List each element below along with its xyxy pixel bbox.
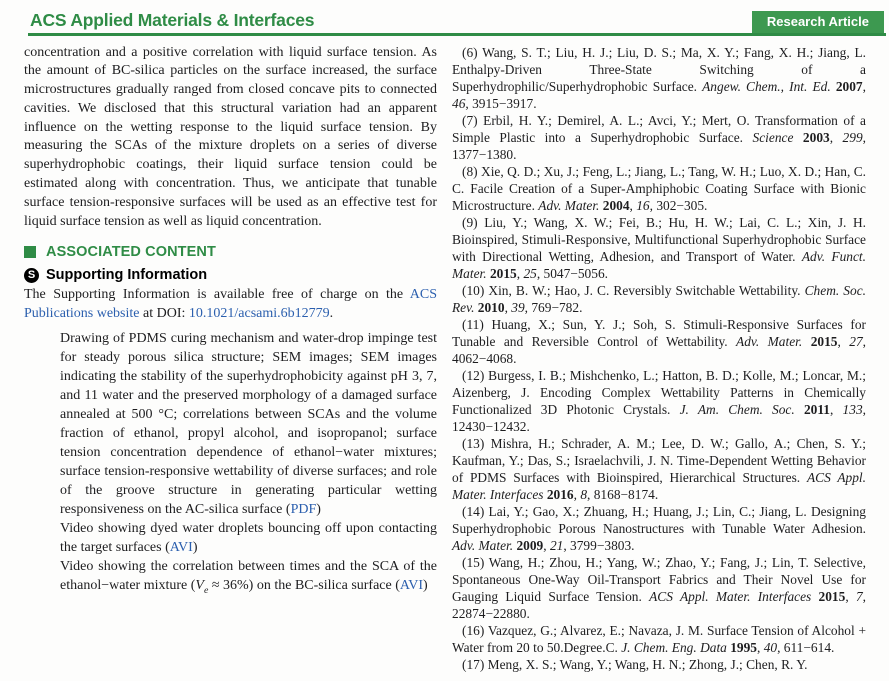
text-segment: 2016	[546, 486, 574, 502]
text-segment: ,	[573, 486, 581, 502]
text-segment: ,	[845, 588, 856, 604]
text-segment: , 302−305.	[649, 197, 708, 213]
text-segment: 2004	[602, 197, 630, 213]
journal-title: ACS Applied Materials & Interfaces	[30, 10, 315, 30]
text-segment: 2015	[489, 265, 517, 281]
text-segment: (9) Liu, Y.; Wang, X. W.; Fei, B.; Hu, H. W.; Lai, C. L.; Xin, J. H. Bioinspired, Stimuli-Responsive, Multifunctional Superhydrophobic Surface with Directional Wetting, Adhesion, and Transport of Water.	[452, 214, 866, 264]
text-segment: ,	[829, 129, 843, 145]
text-segment: Adv. Funct. Mater.	[452, 248, 866, 281]
text-segment: )	[316, 502, 321, 518]
text-segment: Science	[752, 129, 794, 145]
text-segment: 1995	[730, 639, 757, 655]
square-bullet-icon	[24, 246, 36, 258]
text-segment: ,	[504, 299, 512, 315]
text-segment: 2010	[477, 299, 505, 315]
text-segment: (15) Wang, H.; Zhou, H.; Yang, W.; Zhao, Y.; Fang, J.; Lin, T. Selective, Spontaneous One-Way Oil-Transport Fabrics and Their Novel Use for Gauging Liquid Surface Tension.	[452, 554, 866, 604]
reference-item	[452, 656, 866, 673]
text-segment: , 4062−4068.	[452, 333, 866, 366]
avi-link-2[interactable]: AVI	[399, 578, 423, 594]
text-segment: 46	[452, 95, 466, 111]
text-segment: 2007	[835, 78, 863, 94]
text-segment: ACS Appl. Mater. Interfaces	[452, 469, 866, 502]
text-segment: 21	[549, 537, 564, 553]
text-segment: (11) Huang, X.; Sun, Y. J.; Soh, S. Stimuli-Responsive Surfaces for Tunable and Reversible Control of Wettability.	[452, 316, 866, 349]
si-item	[60, 329, 437, 519]
text-segment: ,	[862, 78, 866, 94]
text-segment: Adv. Mater.	[452, 537, 514, 553]
text-segment: , 22874−22880.	[452, 588, 866, 621]
text-segment: 2015	[818, 588, 846, 604]
text-segment: Adv. Mater.	[538, 197, 600, 213]
text-segment: (8) Xie, Q. D.; Xu, J.; Feng, L.; Jiang, L.; Tang, W. H.; Luo, X. D.; Han, C. C. Facile Creation of a Super-Amphiphobic Coating Surface with Bionic Microstructure.	[452, 163, 866, 213]
text-segment: ,	[543, 537, 550, 553]
supporting-info-s-icon: S	[24, 268, 39, 283]
text-segment: (10) Xin, B. W.; Hao, J. C. Reversibly Switchable Wettability.	[462, 282, 805, 298]
text-segment: ,	[516, 265, 524, 281]
left-column	[24, 44, 437, 673]
text-segment: )	[422, 578, 428, 594]
text-segment: (17) Meng, X. S.; Wang, Y.; Wang, H. N.; Zhong, J.; Chen, R. Y.	[462, 656, 808, 672]
reference-item	[452, 163, 866, 214]
text-segment: ,	[837, 333, 850, 349]
text-segment: at DOI:	[139, 306, 189, 322]
reference-item	[452, 112, 866, 163]
text-segment: 25	[523, 265, 537, 281]
text-segment: 299	[842, 129, 863, 145]
two-column-body	[0, 36, 889, 673]
reference-item	[452, 214, 866, 282]
journal-masthead	[0, 0, 889, 33]
text-segment: 2003	[802, 129, 830, 145]
text-segment: , 3799−3803.	[563, 537, 635, 553]
associated-content-heading	[24, 244, 437, 260]
text-segment: , 12430−12432.	[452, 401, 866, 434]
text-segment: (14) Lai, Y.; Gao, X.; Zhuang, H.; Huang, J.; Lin, C.; Jiang, L. Designing Superhydrophobic Porous Nanostructures with Tunable Water Adhesion.	[452, 503, 866, 536]
text-segment: Chem. Soc. Rev.	[452, 282, 866, 315]
text-segment: Drawing of PDMS curing mechanism and water-drop impinge test for steady porous silica structure; SEM images; SEM images indicating the stability of the superhydrophobicity against pH 3, 7, and 11 water and the preserved morphology of a damaged surface annealed at 500 °C; correlations between SCAs and the volume fraction of ethanol, propyl alcohol, and isopropanol; surface tension concentration dependence of ethanol−water mixtures; surface tension-responsive wettability of diverse surfaces; and role of the groove structure in generating particular wetting responsiveness on the AC-silica surface (	[60, 331, 437, 518]
text-segment: The Supporting Information is available free of charge on the	[24, 287, 410, 303]
doi-link[interactable]: 10.1021/acsami.6b12779	[188, 306, 330, 322]
text-segment	[811, 589, 818, 604]
text-segment: )	[192, 540, 198, 556]
right-column	[452, 44, 866, 673]
si-item-list	[24, 329, 437, 600]
text-segment: Video showing dyed water droplets bouncing off upon contacting the target surfaces (	[60, 521, 437, 556]
reference-item	[452, 503, 866, 554]
text-segment: .	[329, 306, 334, 322]
text-segment: 27	[849, 333, 863, 349]
si-item	[60, 519, 437, 557]
text-segment: , 5047−5056.	[536, 265, 608, 281]
text-segment: 16	[636, 197, 650, 213]
text-segment: , 769−782.	[524, 299, 583, 315]
text-segment: (16) Vazquez, G.; Alvarez, E.; Navaza, J. M. Surface Tension of Alcohol + Water from 20 to 50.Degree.C.	[452, 622, 866, 655]
reference-item	[452, 622, 866, 656]
text-segment: Adv. Mater.	[736, 333, 803, 349]
research-article-badge: Research Article	[752, 11, 884, 33]
text-segment: 7	[855, 588, 863, 604]
supporting-information-heading-label: Supporting Information	[46, 267, 208, 284]
text-segment: (6) Wang, S. T.; Liu, H. J.; Liu, D. S.; Ma, X. Y.; Fang, X. H.; Jiang, L. Enthalpy-Driven Three-State Switching of a Superhydrophilic/Superhydrophobic Surface.	[452, 44, 866, 94]
reference-item	[452, 554, 866, 622]
text-segment: Angew. Chem., Int. Ed.	[702, 78, 831, 94]
reference-item	[452, 435, 866, 503]
pdf-link[interactable]: PDF	[290, 502, 317, 518]
text-segment: , 3915−3917.	[465, 95, 537, 111]
text-segment: ,	[829, 401, 843, 417]
text-segment: 133	[842, 401, 863, 417]
associated-content-heading-label: ASSOCIATED CONTENT	[46, 244, 216, 261]
text-segment: V	[195, 578, 204, 594]
text-segment: 2015	[810, 333, 838, 349]
text-segment: ,	[757, 639, 764, 655]
text-segment: 2011	[803, 401, 830, 417]
text-segment	[802, 334, 810, 349]
text-segment: J. Am. Chem. Soc.	[679, 401, 795, 417]
text-segment: ≈ 36%) on the BC-silica surface (	[208, 578, 400, 594]
reference-item	[452, 282, 866, 316]
reference-item	[452, 44, 866, 112]
si-intro-paragraph	[24, 286, 437, 324]
text-segment: (12) Burgess, I. B.; Mishchenko, L.; Hatton, B. D.; Kolle, M.; Loncar, M.; Aizenberg, J. Encoding Complex Wettability Patterns in Chemically Functionalized 3D Photonic Crystals.	[452, 367, 866, 417]
text-segment: (7) Erbil, H. Y.; Demirel, A. L.; Avci, Y.; Mert, O. Transformation of a Simple Plastic into a Superhydrophobic Surface.	[452, 112, 866, 145]
text-segment: 40	[763, 639, 778, 655]
body-paragraph: concentration and a positive correlation with liquid surface tension. As the amount of BC-silica particles on the surface increased, the surface microstructures gradually ranged from closed concave pits to connected cavities. We disclosed that this structural variation had an apparent influence on the wetting response to the liquid surface tension. By measuring the SCAs of the mixture droplets on a series of diverse superhydrophobic coatings, their liquid surface tension could be estimated along with concentration. Thus, we anticipate that tunable surface tension-responsive surfaces will be used as an effective test for liquid surface tension as well as liquid concentration.	[24, 44, 437, 229]
text-segment: , 8168−8174.	[587, 486, 659, 502]
text-segment: 8	[580, 486, 588, 502]
text-segment: ACS Appl. Mater. Interfaces	[649, 588, 812, 604]
text-segment: 39	[511, 299, 525, 315]
text-segment: (13) Mishra, H.; Schrader, A. M.; Lee, D. W.; Gallo, A.; Chen, S. Y.; Kaufman, Y.; Das, S.; Israelachvili, J. N. Time-Dependent Wetting Behavior of PDMS Surfaces with Bioinspired, Hierarchical Structures.	[452, 435, 866, 485]
text-segment: J. Chem. Eng. Data	[621, 639, 727, 655]
supporting-information-heading	[24, 267, 437, 283]
acs-publications-website-link[interactable]: ACS Publications website	[24, 287, 437, 322]
text-segment: 2009	[516, 537, 544, 553]
text-segment	[795, 402, 804, 417]
text-segment: e	[203, 584, 209, 596]
reference-item	[452, 316, 866, 367]
text-segment: , 1377−1380.	[452, 129, 866, 162]
reference-item	[452, 367, 866, 435]
avi-link-1[interactable]: AVI	[169, 540, 193, 556]
text-segment: Video showing the correlation between times and the SCA of the ethanol−water mixture (	[60, 559, 437, 594]
text-segment	[793, 130, 803, 145]
text-segment: ,	[629, 197, 637, 213]
text-segment: , 611−614.	[777, 639, 835, 655]
references-list	[452, 44, 866, 673]
si-item	[60, 557, 437, 600]
